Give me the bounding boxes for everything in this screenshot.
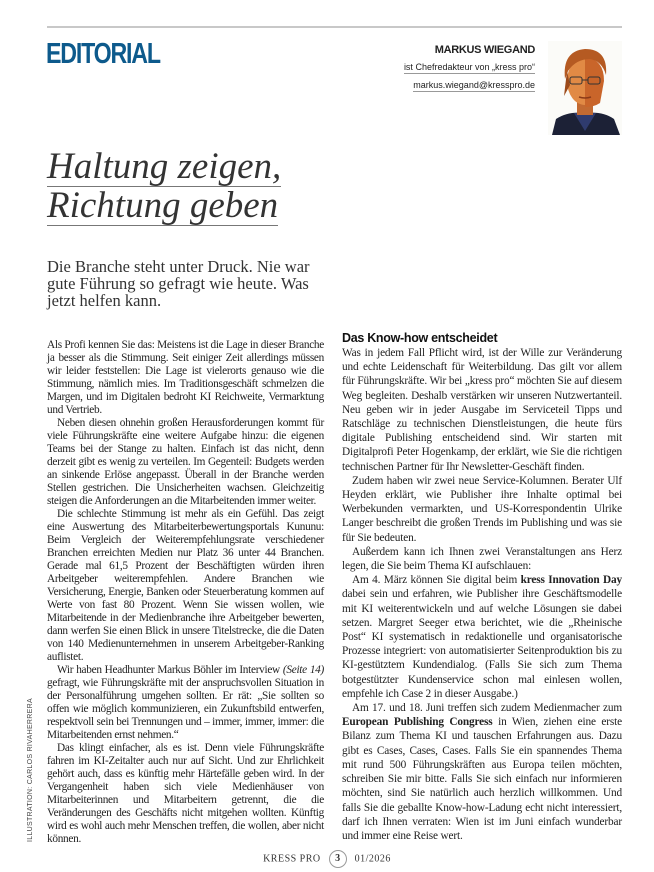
headline-line-2: Richtung geben [47,185,279,226]
paragraph: Zudem haben wir zwei neue Service-Kolumnen. Berater Ulf Heyden erklärt, wie Publisher ihre Inhalte optimal bei Werbekunden vermarkten, und US-Korrespondentin Ulrike Langer beschreibt die großen Trends im Publishing und was sie für Sie bedeuten. [342,474,622,544]
paragraph [342,701,622,843]
top-rule [47,26,622,28]
paragraph: Als Profi kennen Sie das: Meistens ist die Lage in dieser Branche ja besser als die Stimmung. Seit einiger Zeit allerdings müssen wir leider feststellen: Die Lage ist vielerorts genauso wie die Stimmung, nämlich mies. Im Traditionsgeschäft schmelzen die Margen, und im Digitalen bedroht KI Reichweite, Vermarktung und Vertrieb. [47,339,324,416]
author-name: MARKUS WIEGAND [434,44,535,56]
right-column [342,330,622,843]
event-name: European Publishing Congress [342,716,493,729]
author-block [404,43,535,93]
text: Am 17. und 18. Juni treffen sich zudem Medienmacher zum [352,702,622,715]
author-role: ist Chefredakteur von „kress pro“ [403,62,535,72]
text: Wir haben Headhunter Markus Böhler im Interview [57,664,283,676]
text: gefragt, wie Führungskräfte mit der anspruchsvollen Situation in der Personalführung umgehen sollten. Er rät: „Sie sollten so offen wie möglich kommunizieren, ein Zukunftsbild entwerfen, respektvoll sein bei Trennungen und – immer, immer, immer: die Mitarbeitenden ernst nehmen.“ [47,677,324,741]
headline-line-1: Haltung zeigen, [47,146,282,187]
headline [47,148,281,226]
text: in Wien, ziehen eine erste Bilanz zum Thema KI und tauschen Erfahrungen aus. Dazu gibt es Cases, Cases, Cases. Falls Sie ein spannendes Thema mit rund 500 Führungskräften aus Europa teilen möchten, schreiben Sie mir bitte. Falls Sie sich einfach nur informieren möchten, sind Sie natürlich auch herzlich willkommen. Und falls Sie die geballte Know-how-Ladung echt nicht interessiert, darf ich Ihnen verraten: Wien ist im Juni einfach wunderbar und immer eine Reise wert. [342,716,622,842]
author-email[interactable]: markus.wiegand@kresspro.de [413,80,535,90]
lead-text: Die Branche steht unter Druck. Nie war gute Führung so gefragt wie heute. Was jetzt helfen kann. [47,257,310,310]
paragraph: Außerdem kann ich Ihnen zwei Veranstaltungen ans Herz legen, die Sie beim Thema KI aufschlauen: [342,545,622,573]
text: dabei sein und erfahren, wie Publisher ihre Geschäftsmodelle mit KI weiterentwickeln und auf welche Lösungen sie dabei setzen. Margret Seeger etwa berichtet, wie die „Rheinische Post“ KI systematisch in redaktionelle und organisatorische Prozesse integriert: von automatisierter Seitenproduktion bis zu KI-gestütztem Kundendialog. (Falls Sie sich zum Thema botgestützter Kundenservice schon mal einlesen wollen, empfehle ich Case 2 in dieser Ausgabe.) [342,588,622,700]
text: Am 4. März können Sie digital beim [352,574,521,587]
paragraph: Die schlechte Stimmung ist mehr als ein Gefühl. Das zeigt eine Auswertung des Mitarbeiterbewertungsportals Kununu: Beim Vergleich der Weiterempfehlungsrate verschiedener Branchen erreichten Medien nur Platz 36 unter 44 Branchen. Gerade mal 61,5 Prozent der Beschäftigten würden ihren Arbeitgeber weiterempfehlen. Andere Branchen wie Versicherung, Energie, Banken oder Steuerberatung kommen auf Werte von fast 80 Prozent. Wenn Sie wissen wollen, wie Mitarbeitende in der Medienbranche ihre Arbeitgeber bewerten, dann werfen Sie einen Blick in unsere Titelstrecke, die die Daten von 140 Medienunternehmen in unserem Arbeitgeber-Ranking auflistet. [47,508,324,663]
event-name: kress Innovation Day [520,574,622,587]
paragraph: Das klingt einfacher, als es ist. Denn viele Führungskräfte fahren im KI-Zeitalter auch nur auf Sicht. Und zur Ehrlichkeit gehört auch, dass es künftig mehr Härtefälle geben wird. In der Vergangenheit haben sich viele Medienhäuser von Mitarbeiterinnen und Mitarbeitern getrennt, die die Veränderungen des Geschäfts nicht mitgehen wollten. Künftig wird es wohl auch mehr Menschen treffen, die wollen, aber nicht können. [47,742,324,845]
paragraph [342,573,622,701]
paragraph: Was in jedem Fall Pflicht wird, ist der Wille zur Veränderung und echte Leidenschaft für Weiterbildung. Das gilt vor allem für Führungskräfte. Wir bei „kress pro“ möchten Sie auf diesem Weg begleiten. Deshalb verstärken wir unseren Nutzwertanteil. Neu geben wir in jeder Ausgabe im Serviceteil Tipps und Ratschläge zu technischen Dienstleistungen, die heute fürs digitale Publishing entscheidend sind. Wir starten mit Digitalprofi Peter Hogenkamp, der erklärt, wie Sie die richtigen technischen Partner für Ihr Newsletter-Geschäft finden. [342,347,622,473]
page-number: 3 [329,850,347,868]
illustration-credit: ILLUSTRATION: CARLOS RIVAHERRERA [27,698,34,842]
author-portrait [548,41,622,135]
publication-name: KRESS PRO [263,853,321,865]
left-column [47,339,324,846]
issue-number: 01/2026 [354,853,391,865]
page-reference: (Seite 14) [282,664,324,676]
subheading: Das Know-how entscheidet [342,331,498,345]
page-footer [0,850,654,868]
section-label: EDITORIAL [46,38,160,70]
paragraph: Neben diesen ohnehin großen Herausforderungen kommt für viele Führungskräfte eine weitere Aufgabe hinzu: die eigenen Teams bei der Stange zu halten. Einfach ist das nicht, denn derzeit gibt es wenig zu verteilen. Im Gegenteil: Budgets werden an sinkende Erlöse angepasst. Überall in der Branche werden Stellen gestrichen. Die Unsicherheiten wachsen. Gleichzeitig steigen die Anforderungen an die Mitarbeitenden immer weiter. [47,417,324,507]
paragraph [47,664,324,742]
